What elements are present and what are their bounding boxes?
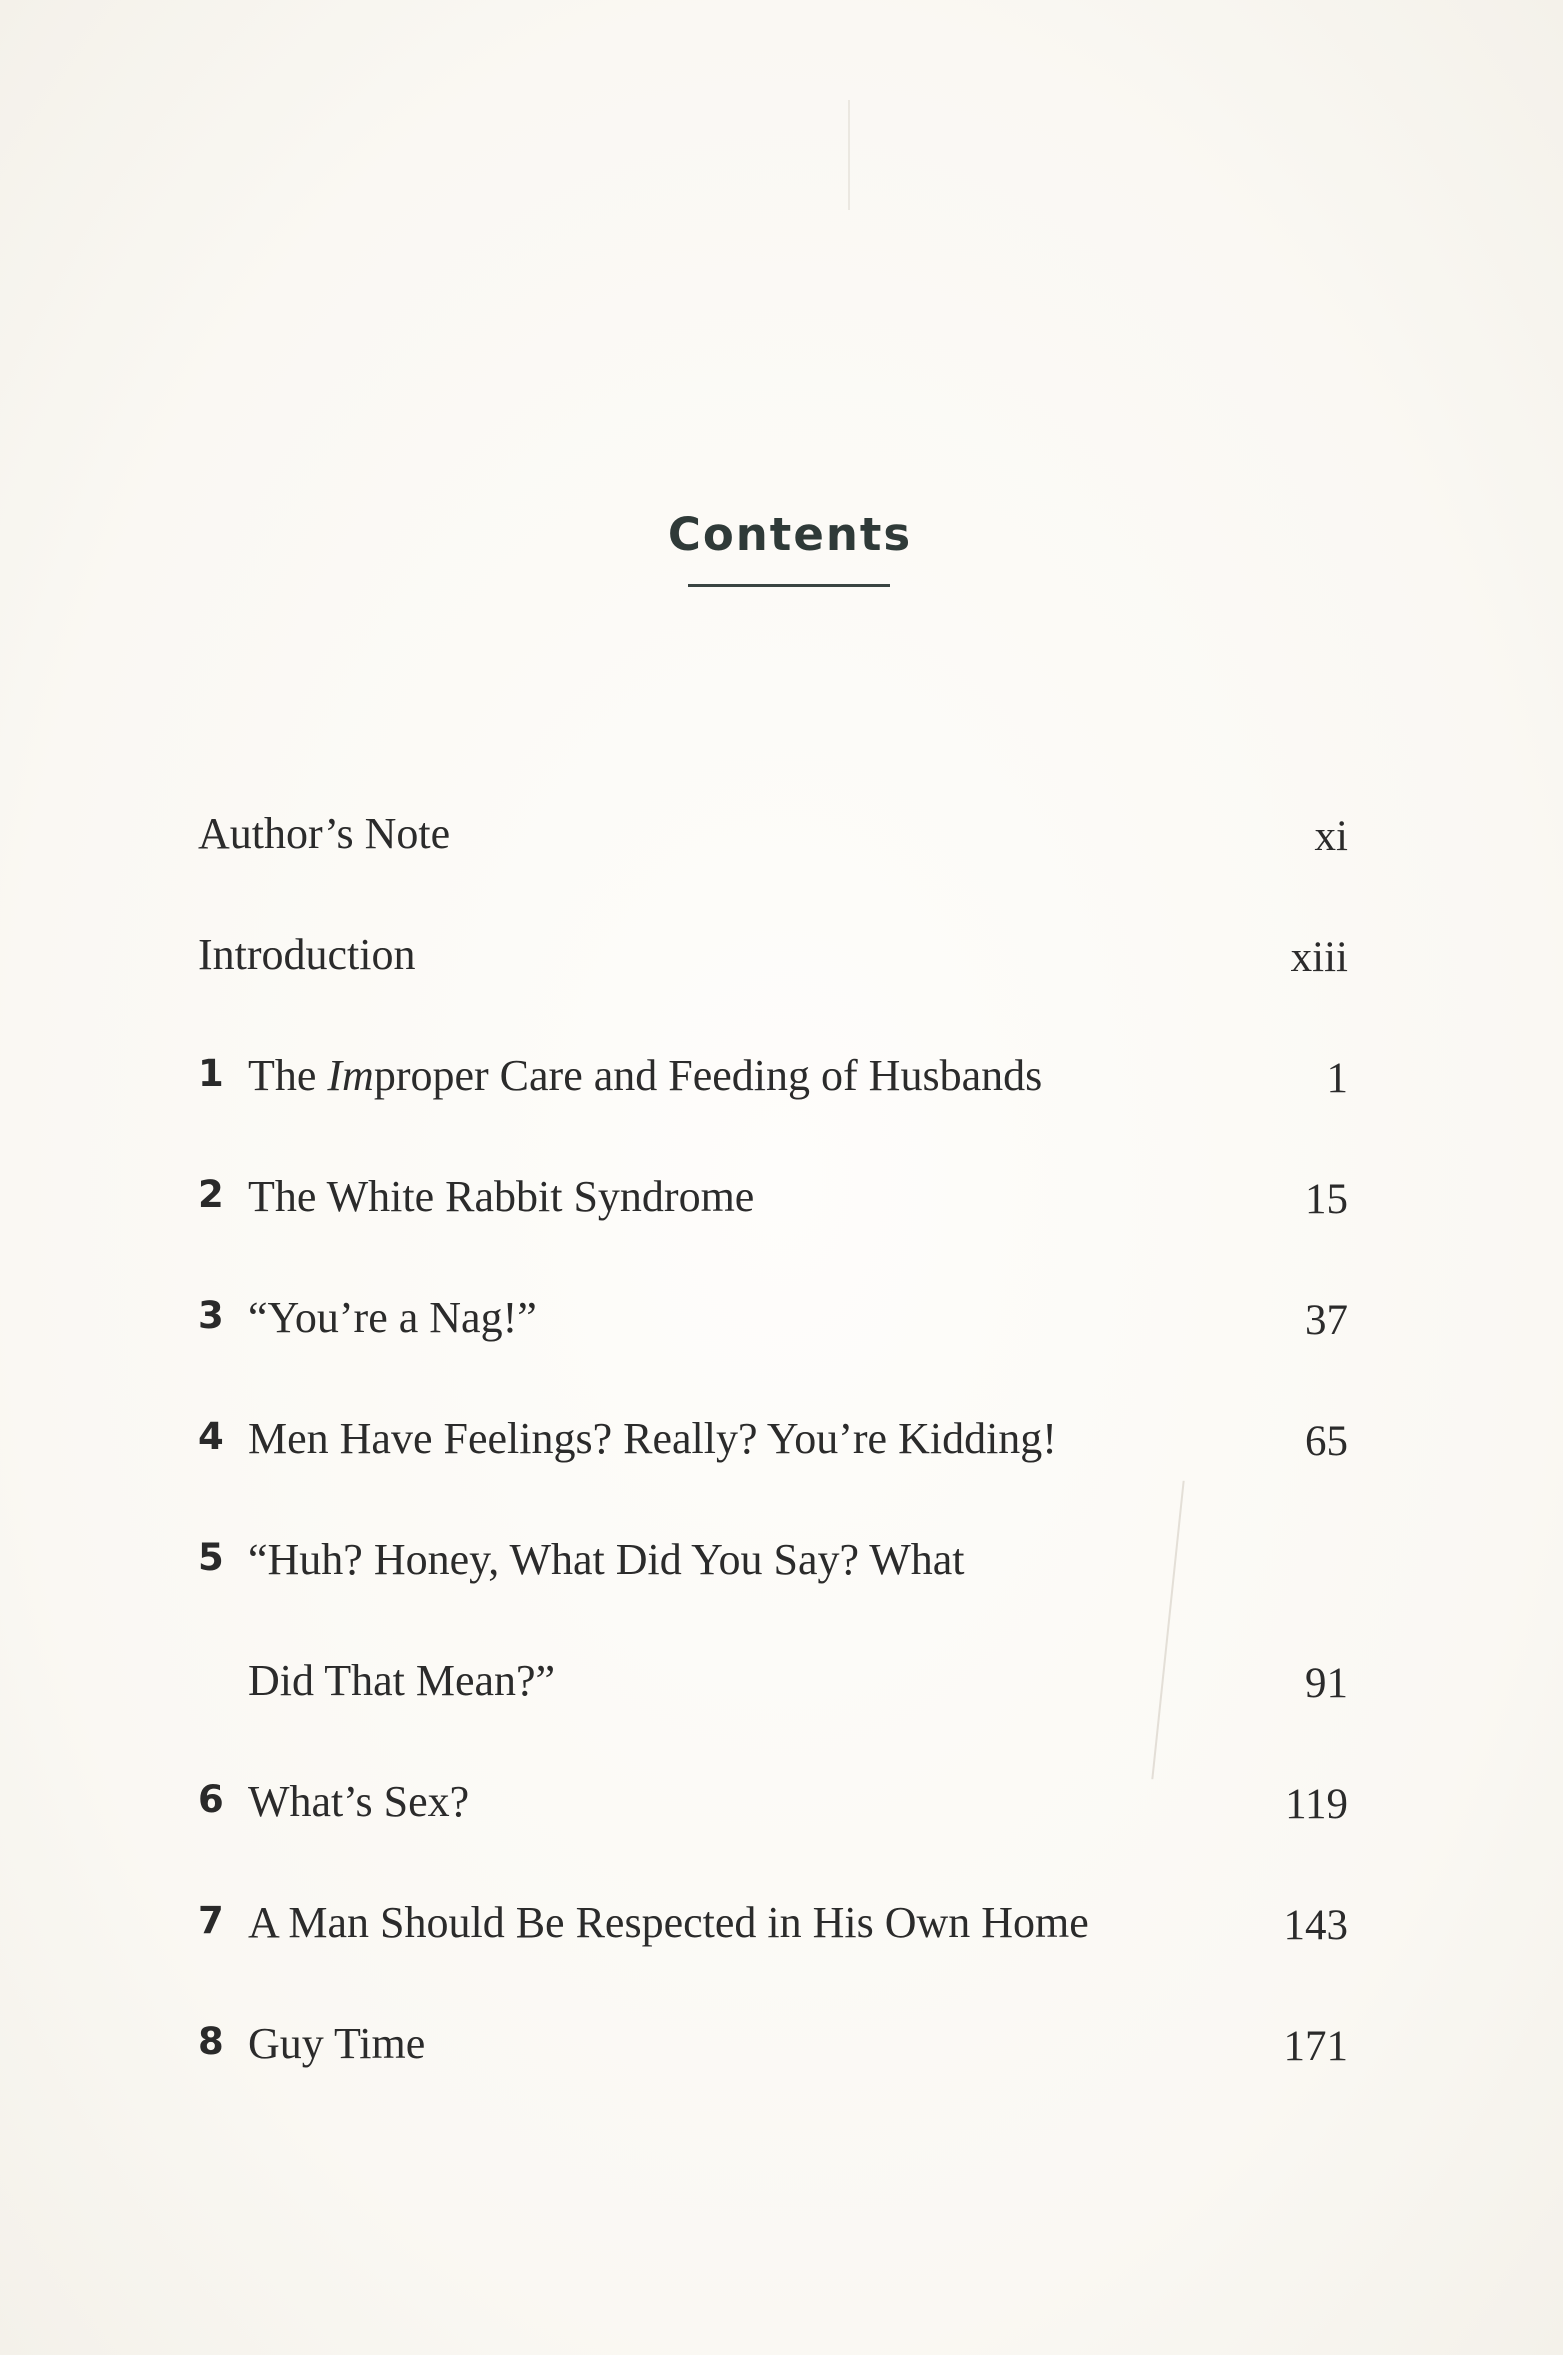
entry-title: The White Rabbit Syndrome [248, 1172, 755, 1221]
chapter-number: 4 [198, 1415, 224, 1458]
chapter-number: 3 [198, 1294, 224, 1337]
chapter-number: 6 [198, 1778, 224, 1821]
entry-title: Guy Time [248, 2019, 426, 2068]
entry-title: “Huh? Honey, What Did You Say? What [248, 1535, 965, 1584]
entry-title: Author’s Note [198, 809, 451, 858]
entry-page-number: 171 [1283, 2023, 1348, 2070]
toc-entry-chapter-6[interactable] [198, 1758, 1348, 1879]
chapter-number: 7 [198, 1899, 224, 1942]
entry-title-part: proper Care and Feeding of Husbands [373, 1051, 1043, 1100]
entry-title: Introduction [198, 930, 416, 979]
entry-title: Men Have Feelings? Really? You’re Kidding! [248, 1414, 1057, 1463]
entry-title: What’s Sex? [248, 1777, 470, 1826]
toc-entry-chapter-1[interactable] [198, 1032, 1348, 1153]
page-title: Contents [667, 508, 913, 561]
toc-entry-chapter-2[interactable] [198, 1153, 1348, 1274]
entry-page-number: xiii [1290, 934, 1348, 981]
entry-page-number: xi [1314, 813, 1348, 860]
entry-page-number: 15 [1305, 1176, 1348, 1223]
entry-title: Did That Mean?” [248, 1656, 556, 1705]
entry-title-part: The [248, 1051, 328, 1100]
toc-entry-chapter-8[interactable] [198, 2000, 1348, 2121]
toc-entry-chapter-5[interactable] [198, 1516, 1348, 1637]
chapter-number: 8 [198, 2020, 224, 2063]
entry-page-number: 1 [1326, 1055, 1348, 1102]
contents-header [0, 508, 1563, 561]
table-of-contents [198, 790, 1348, 2121]
toc-entry-introduction[interactable] [198, 911, 1348, 1032]
entry-page-number: 91 [1305, 1660, 1348, 1707]
chapter-number: 5 [198, 1536, 224, 1579]
entry-title: “You’re a Nag!” [248, 1293, 537, 1342]
entry-page-number: 119 [1285, 1781, 1348, 1828]
toc-entry-chapter-7[interactable] [198, 1879, 1348, 2000]
chapter-number: 2 [198, 1173, 224, 1216]
entry-title: A Man Should Be Respected in His Own Home [248, 1898, 1089, 1947]
title-underline [688, 584, 890, 587]
entry-page-number: 143 [1283, 1902, 1348, 1949]
toc-entry-authors-note[interactable] [198, 790, 1348, 911]
entry-page-number: 65 [1305, 1418, 1348, 1465]
entry-page-number: 37 [1305, 1297, 1348, 1344]
toc-entry-chapter-4[interactable] [198, 1395, 1348, 1516]
toc-entry-chapter-5-continued[interactable] [198, 1637, 1348, 1758]
chapter-number: 1 [198, 1052, 224, 1095]
toc-entry-chapter-3[interactable] [198, 1274, 1348, 1395]
scan-mark [848, 100, 850, 210]
entry-title [248, 1050, 1042, 1101]
entry-title-emphasis: Im [327, 1051, 374, 1100]
